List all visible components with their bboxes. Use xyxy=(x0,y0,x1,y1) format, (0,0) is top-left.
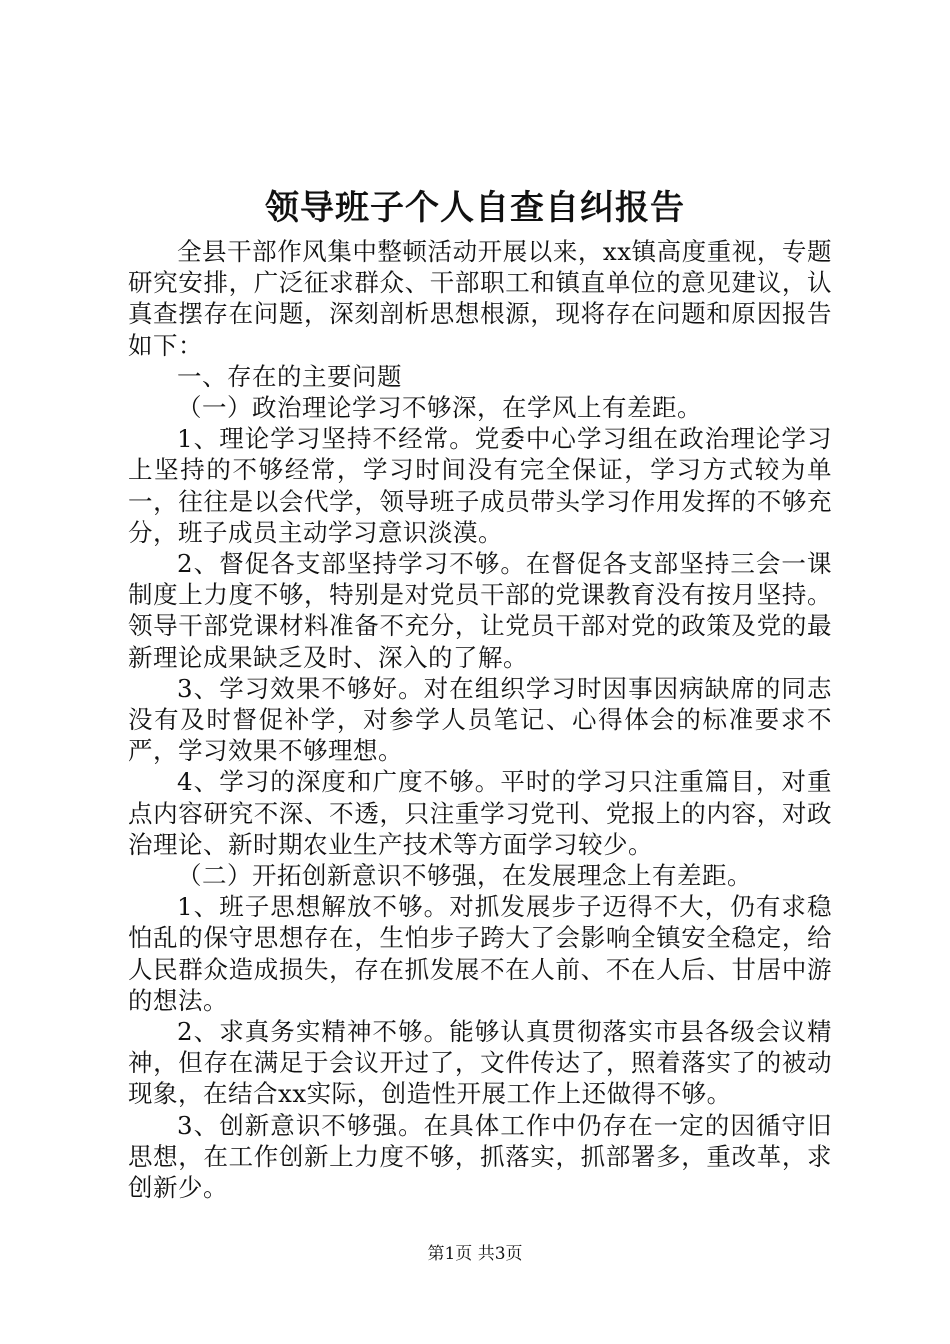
section-heading: 一、存在的主要问题 xyxy=(177,361,402,391)
paragraph: 2、求真务实精神不够。能够认真贯彻落实市县各级会议精神，但存在满足于会议开过了，文件传达了，照着落实了的被动现象，在结合xx实际，创造性开展工作上还做得不够。 xyxy=(128,1017,832,1109)
document-body xyxy=(128,236,832,1203)
paragraph: 1、理论学习坚持不经常。党委中心学习组在政治理论学习上坚持的不够经常，学习时间没有完全保证，学习方式较为单一，往往是以会代学，领导班子成员带头学习作用发挥的不够充分，班子成员主动学习意识淡漠。 xyxy=(128,424,832,547)
paragraph: 全县干部作风集中整顿活动开展以来，xx镇高度重视，专题研究安排，广泛征求群众、干部职工和镇直单位的意见建议，认真查摆存在问题，深刻剖析思想根源，现将存在问题和原因报告如下： xyxy=(128,237,832,360)
subsection-heading: （二）开拓创新意识不够强，在发展理念上有差距。 xyxy=(177,861,752,891)
document-title: 领导班子个人自查自纠报告 xyxy=(265,188,685,228)
paragraph: 3、创新意识不够强。在具体工作中仍存在一定的因循守旧思想，在工作创新上力度不够，抓落实，抓部署多，重改革，求创新少。 xyxy=(128,1110,832,1203)
paragraph: 4、学习的深度和广度不够。平时的学习只注重篇目，对重点内容研究不深、不透，只注重学习党刊、党报上的内容，对政治理论、新时期农业生产技术等方面学习较少。 xyxy=(128,767,832,859)
page-footer: 第1页 共3页 xyxy=(427,1244,523,1264)
paragraph: 1、班子思想解放不够。对抓发展步子迈得不大，仍有求稳怕乱的保守思想存在，生怕步子跨大了会影响全镇安全稳定，给人民群众造成损失，存在抓发展不在人前、不在人后、甘居中游的想法。 xyxy=(128,892,832,1015)
paragraph: 3、学习效果不够好。对在组织学习时因事因病缺席的同志没有及时督促补学，对参学人员笔记、心得体会的标准要求不严，学习效果不够理想。 xyxy=(128,673,832,766)
paragraph: 2、督促各支部坚持学习不够。在督促各支部坚持三会一课制度上力度不够，特别是对党员干部的党课教育没有按月坚持。领导干部党课材料准备不充分，让党员干部对党的政策及党的最新理论成果缺乏及时、深入的了解。 xyxy=(128,549,832,672)
subsection-heading: （一）政治理论学习不够深，在学风上有差距。 xyxy=(177,393,702,423)
